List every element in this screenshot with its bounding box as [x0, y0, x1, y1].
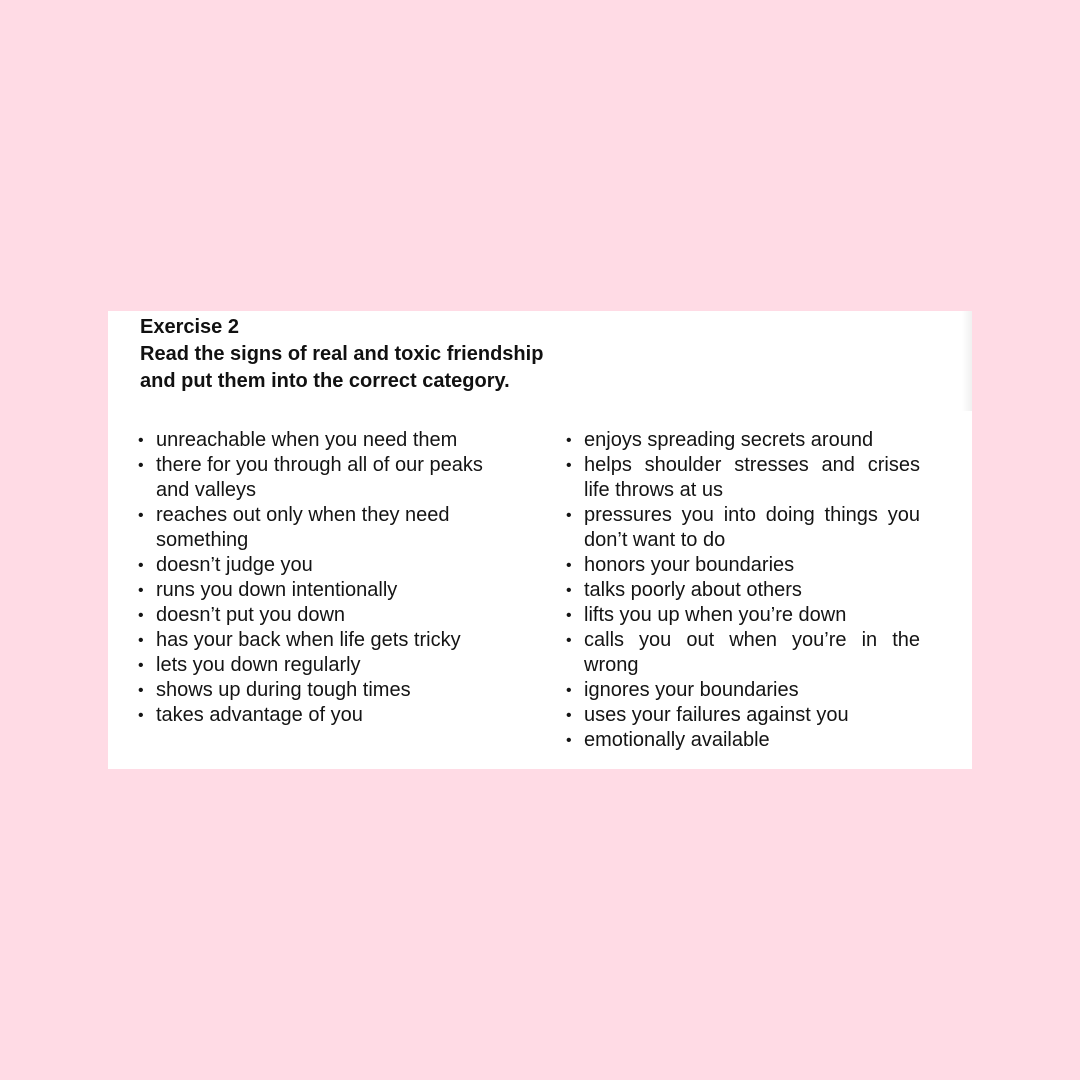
list-item: [566, 728, 920, 753]
right-signs-list: [566, 428, 920, 753]
list-item: [566, 453, 920, 503]
bullet-icon: •: [138, 557, 144, 574]
list-item: [138, 603, 518, 628]
list-item-text: unreachable when you need them: [156, 429, 458, 451]
bullet-icon: •: [138, 582, 144, 599]
bullet-icon: •: [566, 507, 572, 524]
list-item-text: doesn’t put you down: [156, 604, 346, 626]
left-signs-list: [138, 428, 518, 728]
list-item: [566, 428, 920, 453]
bullet-icon: •: [566, 457, 572, 474]
list-item-text: takes advantage of you: [156, 704, 363, 726]
bullet-icon: •: [138, 707, 144, 724]
bullet-icon: •: [138, 432, 144, 449]
exercise-number: Exercise 2: [140, 316, 239, 338]
list-item-text: doesn’t judge you: [156, 554, 313, 576]
exercise-instruction-line-1: Read the signs of real and toxic friendship: [140, 343, 544, 365]
exercise-instruction-line-2: and put them into the correct category.: [140, 370, 510, 392]
list-item-text: helps shoulder stresses and crises life throws at us: [584, 454, 920, 501]
bullet-icon: •: [566, 432, 572, 449]
list-item: [138, 653, 518, 678]
bullet-icon: •: [138, 657, 144, 674]
bullet-icon: •: [566, 732, 572, 749]
list-item: [138, 453, 518, 503]
bullet-icon: •: [138, 457, 144, 474]
list-item-text: uses your failures against you: [584, 704, 849, 726]
list-item: [566, 678, 920, 703]
list-item-text: reaches out only when they need something: [156, 504, 450, 551]
card-edge-shadow: [962, 311, 972, 411]
list-item-text: lets you down regularly: [156, 654, 361, 676]
bullet-icon: •: [566, 557, 572, 574]
list-item: [566, 603, 920, 628]
list-item-text: runs you down intentionally: [156, 579, 398, 601]
list-item: [566, 503, 920, 553]
list-item: [566, 628, 920, 678]
bullet-icon: •: [566, 707, 572, 724]
list-item-text: has your back when life gets tricky: [156, 629, 461, 651]
list-item-text: calls you out when you’re in the wrong: [584, 629, 920, 676]
list-item: [566, 553, 920, 578]
list-item-text: there for you through all of our peaks and valleys: [156, 454, 483, 501]
list-item-text: ignores your boundaries: [584, 679, 799, 701]
exercise-heading: [140, 314, 543, 395]
list-item-text: pressures you into doing things you don’t want to do: [584, 504, 920, 551]
list-item: [566, 578, 920, 603]
exercise-card: [108, 311, 972, 769]
bullet-icon: •: [138, 607, 144, 624]
list-item: [138, 428, 518, 453]
list-item: [566, 703, 920, 728]
list-item-text: emotionally available: [584, 729, 770, 751]
list-item-text: lifts you up when you’re down: [584, 604, 847, 626]
list-item-text: honors your boundaries: [584, 554, 795, 576]
bullet-icon: •: [138, 632, 144, 649]
bullet-icon: •: [138, 507, 144, 524]
bullet-icon: •: [566, 632, 572, 649]
list-item: [138, 703, 518, 728]
list-item: [138, 503, 518, 553]
list-item: [138, 678, 518, 703]
bullet-icon: •: [566, 607, 572, 624]
bullet-icon: •: [138, 682, 144, 699]
list-item-text: talks poorly about others: [584, 579, 802, 601]
bullet-icon: •: [566, 682, 572, 699]
bullet-icon: •: [566, 582, 572, 599]
list-item: [138, 578, 518, 603]
list-item-text: shows up during tough times: [156, 679, 411, 701]
list-item: [138, 628, 518, 653]
list-item-text: enjoys spreading secrets around: [584, 429, 874, 451]
list-item: [138, 553, 518, 578]
